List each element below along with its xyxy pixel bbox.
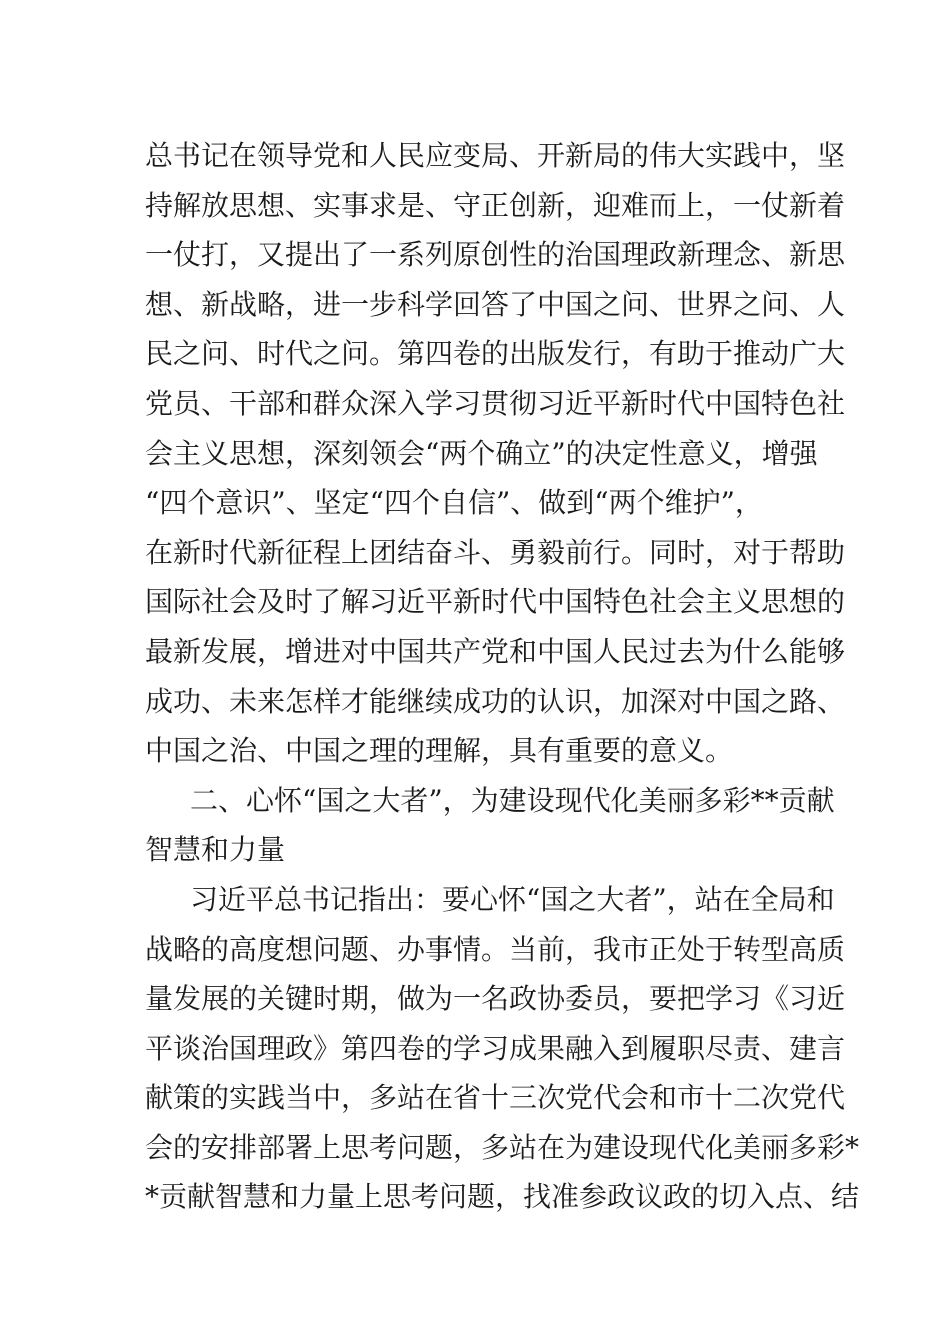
text-line: 持解放思想、实事求是、守正创新，迎难而上，一仗新着 (145, 188, 846, 222)
text-line: “四个意识”、坚定“四个自信”、做到“两个维护”， (145, 486, 763, 520)
text-line: 党员、干部和群众深入学习贯彻习近平新时代中国特色社 (145, 386, 846, 420)
text-line: 成功、未来怎样才能继续成功的认识，加深对中国之路、 (145, 684, 846, 718)
text-line: 平谈治国理政》第四卷的学习成果融入到履职尽责、建言 (145, 1031, 846, 1065)
section-heading-line: 二、心怀“国之大者”，为建设现代化美丽多彩**贡献 (190, 783, 835, 817)
text-line: 量发展的关键时期，做为一名政协委员，要把学习《习近 (145, 982, 846, 1016)
document-body (145, 131, 860, 1222)
text-line: 会主义思想，深刻领会“两个确立”的决定性意义，增强 (145, 436, 818, 470)
text-line: 最新发展，增进对中国共产党和中国人民过去为什么能够 (145, 634, 846, 668)
text-line: 战略的高度想问题、办事情。当前，我市正处于转型高质 (145, 932, 846, 966)
section-heading-line: 智慧和力量 (145, 833, 286, 867)
text-line: 民之问、时代之问。第四卷的出版发行，有助于推动广大 (145, 337, 846, 371)
text-line: 会的安排部署上思考问题，多站在为建设现代化美丽多彩* (145, 1130, 860, 1164)
text-line: 总书记在领导党和人民应变局、开新局的伟大实践中，坚 (145, 139, 846, 172)
text-line: 中国之治、中国之理的理解，具有重要的意义。 (145, 734, 734, 768)
text-line: 想、新战略，进一步科学回答了中国之问、世界之问、人 (145, 287, 846, 321)
text-line: 献策的实践当中，多站在省十三次党代会和市十二次党代 (145, 1081, 846, 1115)
text-line: *贡献智慧和力量上思考问题，找准参政议政的切入点、结 (145, 1180, 860, 1214)
text-line: 国际社会及时了解习近平新时代中国特色社会主义思想的 (145, 585, 846, 619)
text-line: 一仗打，又提出了一系列原创性的治国理政新理念、新思 (145, 238, 846, 272)
text-line: 在新时代新征程上团结奋斗、勇毅前行。同时，对于帮助 (145, 535, 846, 569)
paragraph-start-line: 习近平总书记指出：要心怀“国之大者”，站在全局和 (190, 882, 835, 916)
